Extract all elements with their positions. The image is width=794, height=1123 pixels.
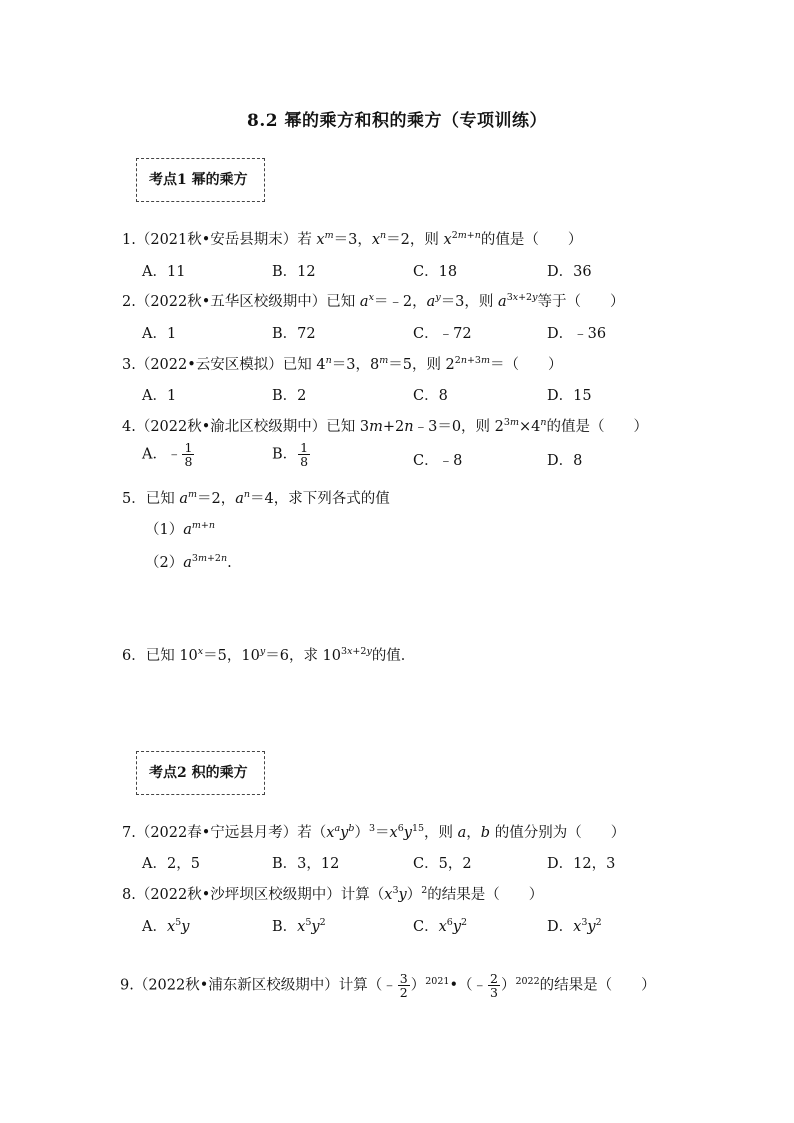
option-a: A．1: [142, 326, 177, 342]
option-a: A．1: [142, 388, 177, 404]
option-d: D．36: [547, 264, 592, 280]
option-b: B．72: [272, 326, 316, 342]
option-c: C．﹣72: [413, 326, 472, 342]
option-b: B． $\frac{1}{8}$: [272, 440, 309, 470]
section-heading-1: 考点1 幂的乘方: [136, 158, 265, 202]
question-9: 9.（2022秋•浦东新区校级期中）计算（﹣ $\frac{3}{2}$ ）$^{2021}$•（﹣ $\frac{2}{3}$ ）$^{2022}$的结果是（ ）: [120, 971, 656, 1001]
question-5-part-2: $(2)a^{3m+2n}$.: [145, 553, 232, 571]
question-6: 6．已知 $10^x=5$，$10^y=6$，求 $10^{3x+2y}$的值．: [122, 646, 416, 664]
option-b: B．$x^5y^2$: [272, 917, 326, 935]
option-c: C．﹣8: [413, 453, 463, 469]
page-title: 8.2 幂的乘方和积的乘方（专项训练）: [247, 111, 547, 131]
option-d: D．8: [547, 453, 583, 469]
question-source: （2021秋•安岳县期末）: [135, 232, 298, 248]
option-d: D．$x^3y^2$: [547, 917, 602, 935]
option-c: C．$x^6y^2$: [413, 917, 468, 935]
question-2: 2.（2022秋•五华区校级期中）已知 $a^x=﹣2$，$a^y=3$，则 $a^{3x+2y}$等于（ ）: [122, 292, 625, 310]
option-a: A．11: [142, 264, 186, 280]
option-d: D．﹣36: [547, 326, 607, 342]
question-8: 8.（2022秋•沙坪坝区校级期中）计算$(x^3y)^2$的结果是（ ）: [122, 885, 544, 903]
option-c: C．5，2: [413, 856, 472, 872]
question-4: 4.（2022秋•渝北区校级期中）已知 3m+2n﹣3＝0，则 $2^{3m}\times 4^n$的值是（ ）: [122, 417, 648, 435]
option-d: D．12，3: [547, 856, 616, 872]
question-5-part-1: $(1)a^{m+n}$: [145, 520, 215, 538]
question-5: 5．已知 $a^m=2$，$a^n=4$，求下列各式的值: [122, 489, 390, 507]
question-7: 7.（2022春•宁远县月考）若$(x^ay^b)^3=x^6y^{15}$，则 a，b 的值分别为（ ）: [122, 823, 626, 841]
question-number: 1.: [122, 232, 136, 248]
option-c: C．18: [413, 264, 458, 280]
question-1: 1.（2021秋•安岳县期末）若 $x^m=3$，$x^n=2$，则 $x^{2m+n}$的值是（ ）: [122, 230, 583, 248]
question-3: 3.（2022•云安区模拟）已知 $4^n=3$，$8^m=5$，则 $2^{2n+3m}=$（ ）: [122, 355, 563, 373]
option-a: A．﹣ $\frac{1}{8}$: [142, 440, 193, 470]
option-a: A．2，5: [142, 856, 200, 872]
option-b: B．12: [272, 264, 316, 280]
option-d: D．15: [547, 388, 592, 404]
option-b: B．2: [272, 388, 307, 404]
option-b: B．3，12: [272, 856, 340, 872]
option-c: C．8: [413, 388, 448, 404]
option-a: A．$x^5y$: [142, 917, 190, 935]
section-heading-2: 考点2 积的乘方: [136, 751, 265, 795]
